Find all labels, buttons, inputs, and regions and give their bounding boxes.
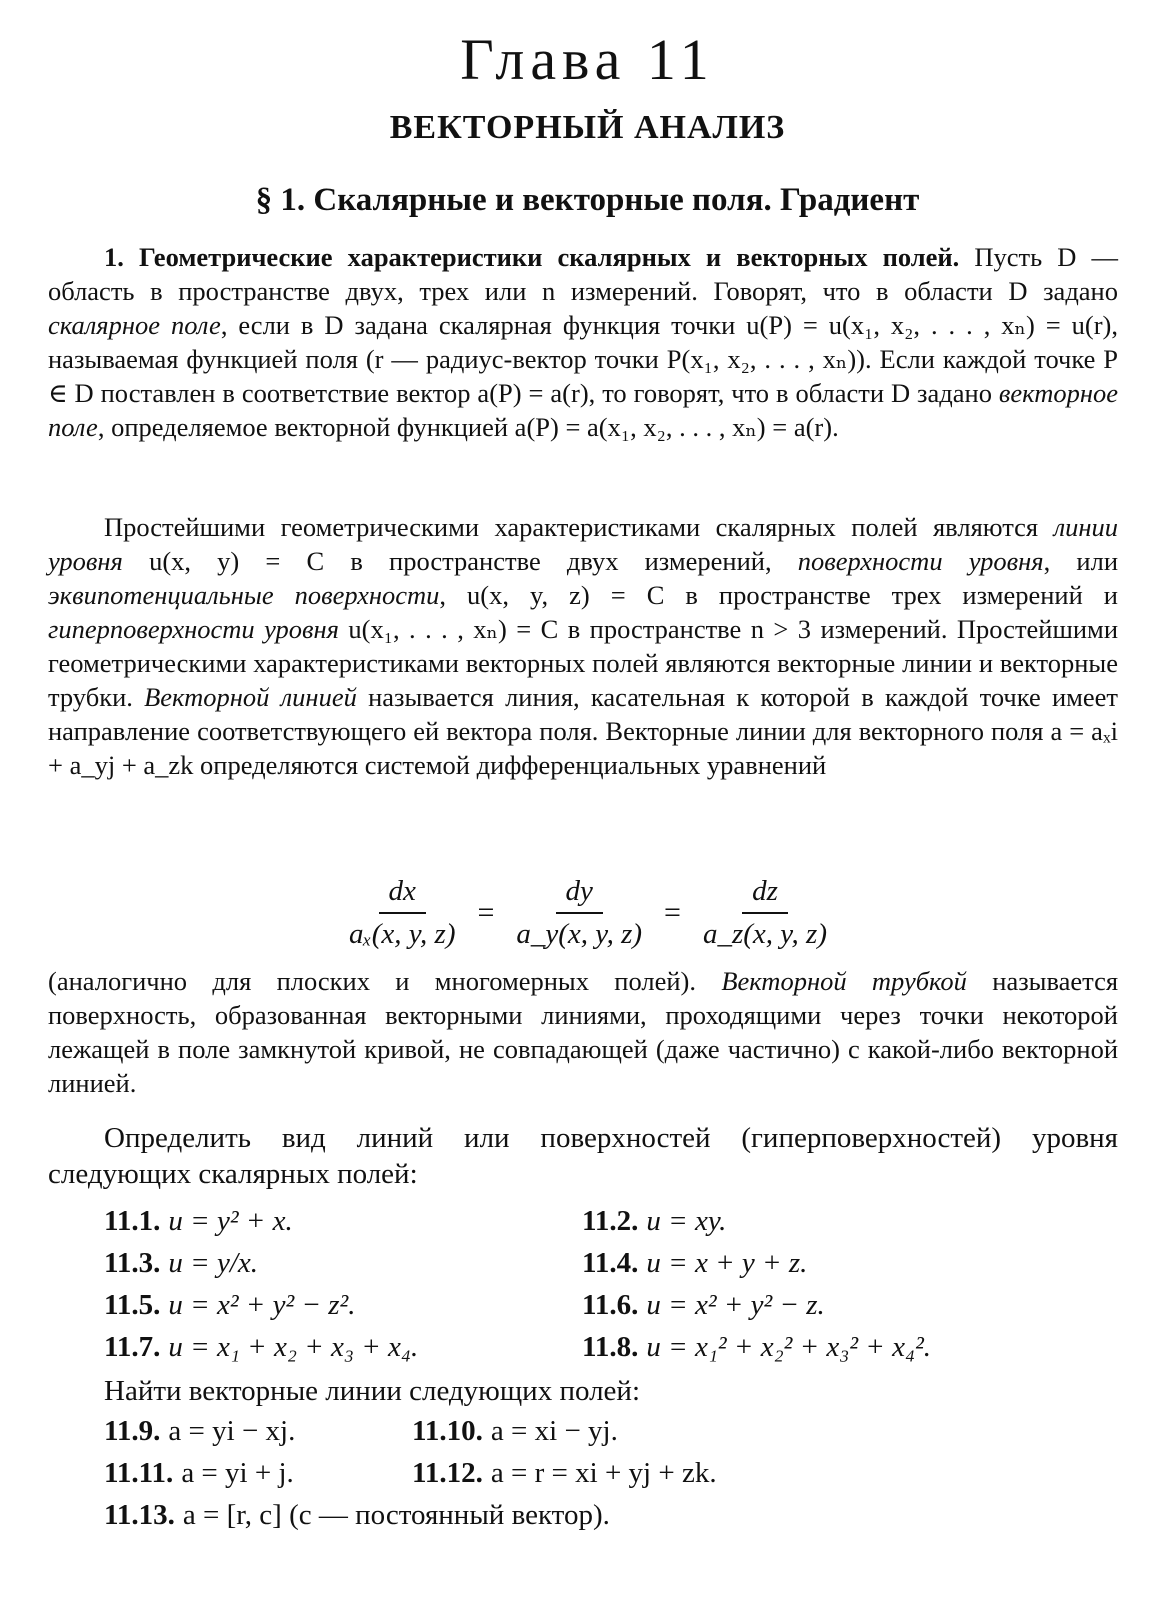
second-text-1: Простейшими геометрическими характеристиками скалярных полей являются [104,512,1039,542]
problem-item [104,1410,295,1452]
problem-expression: u = x₁ + x₂ + x₃ + x₄. [168,1331,419,1363]
numerator-dx: dx [379,875,426,914]
scalar-field-term: скалярное поле [48,310,221,340]
third-text-2: называется поверхность, образованная векторными линиями, проходящими через точки некоторой лежащей в поле замкнутой кривой, не совпадающей (даже частично) с какой-либо векторной линией. [48,966,1119,1098]
second-text-3: , или [1043,546,1119,576]
problem-item [104,1200,293,1242]
problem-expression: u = y/x. [168,1247,259,1279]
task-1-text: Определить вид линий или поверхностей (гиперповерхностей) уровня следующих скалярных полей: [48,1122,1118,1190]
problem-item [104,1452,294,1494]
problem-number: 11.6. [582,1289,639,1321]
problem-item [582,1242,807,1284]
vector-line-term: Векторной линией [144,682,357,712]
problem-number: 11.9. [104,1415,161,1447]
level-surfaces-term: поверхности уровня [797,546,1044,576]
problem-expression: a = xi − yj. [490,1415,618,1447]
problem-item [582,1326,931,1368]
equals-sign: = [664,896,681,929]
intro-text-3: , определяемое векторной функцией a(P) = a(x₁, x₂, . . . , xₙ) = a(r). [97,412,839,442]
second-text-4: , u(x, y, z) = C в пространстве трех измерений и [439,580,1118,610]
problem-item [104,1494,610,1536]
fraction-dy [506,875,652,951]
problem-number: 11.13. [104,1499,175,1531]
equals-sign: = [477,896,495,929]
level-lines-paragraph [48,510,1118,782]
chapter-title: Глава 11 [460,27,715,92]
intro-body [48,240,1118,444]
second-text-2: u(x, y) = C в пространстве двух измерений, [149,546,772,576]
second-text-6: называется линия, касательная к которой в каждой точке имеет направление соответствующего ей вектора поля. Векторные линии для векторного поля a = aₓi + a_yj + a_zk определяются системой дифференциальных уравнений [48,682,1119,780]
problem-item [104,1284,355,1326]
intro-heading: 1. Геометрические характеристики скалярных и векторных полей. [104,242,960,272]
task-1-paragraph [48,1120,1118,1192]
problem-expression: u = x² + y² − z². [168,1289,356,1321]
problem-expression: u = x₁² + x₂² + x₃² + x₄². [646,1331,932,1363]
problem-item [582,1200,726,1242]
hypersurface-term: гиперповерхности уровня [48,614,339,644]
vector-field-term: векторное поле [48,378,1118,442]
problem-expression: a = r = xi + yj + zk. [490,1457,717,1489]
problem-item [104,1242,258,1284]
equipotential-term: эквипотенциальные поверхности [48,580,440,610]
problem-expression: a = yi + j. [181,1457,294,1489]
intro-text-1: Пусть D — область в пространстве двух, трех или n измерений. Говорят, что в области D задано [48,242,1119,306]
differential-equation-system [298,868,878,958]
problem-number: 11.8. [582,1331,639,1363]
problem-item [412,1452,717,1494]
problem-expression: u = xy. [646,1205,727,1237]
numerator-dy: dy [556,875,603,914]
problem-number: 11.2. [582,1205,639,1237]
problem-expression: u = y² + x. [168,1205,293,1237]
problem-expression: a = [r, c] (c — постоянный вектор). [182,1499,610,1531]
vector-tube-term: Векторной трубкой [721,966,967,996]
problem-number: 11.7. [104,1331,161,1363]
denominator-ay: a_y(x, y, z) [516,918,643,950]
problem-number: 11.12. [412,1457,483,1489]
fraction-dx [339,875,465,951]
problem-number: 11.3. [104,1247,161,1279]
problem-number: 11.1. [104,1205,161,1237]
second-text-5: u(x₁, . . . , xₙ) = C в пространстве n > 3 измерений. Простейшими геометрическими характеристиками векторных полей являются векторные линии и векторные трубки. [48,614,1119,712]
problem-item [412,1410,618,1452]
problem-expression: u = x² + y² − z. [646,1289,825,1321]
intro-text-2: , если в D задана скалярная функция точки u(P) = u(x₁, x₂, . . . , xₙ) = u(r), называемая функцией поля (r — радиус-вектор точки P(x₁, x₂, . . . , xₙ)). Если каждой точке P ∈ D поставлен в соответствие вектор a(P) = a(r), то говорят, что в области D задано [48,310,1119,408]
problem-number: 11.4. [582,1247,639,1279]
level-lines-body [48,510,1118,782]
vector-tube-paragraph [48,964,1118,1100]
numerator-dz: dz [742,875,788,914]
problem-expression: u = x + y + z. [646,1247,808,1279]
intro-paragraph [48,240,1118,444]
section-title: § 1. Скалярные и векторные поля. Градиент [255,182,920,218]
denominator-az: a_z(x, y, z) [702,918,827,950]
problem-number: 11.11. [104,1457,174,1489]
denominator-ax: aₓ(x, y, z) [349,918,456,950]
fraction-dz [693,875,837,951]
third-text-1: (аналогично для плоских и многомерных полей). [48,966,696,996]
chapter-subtitle: ВЕКТОРНЫЙ АНАЛИЗ [389,109,786,146]
problem-number: 11.10. [412,1415,483,1447]
level-lines-term: линии уровня [48,512,1119,576]
problem-expression: a = yi − xj. [168,1415,296,1447]
problem-item [582,1284,825,1326]
problem-item [104,1326,418,1368]
task-2-text: Найти векторные линии следующих полей: [104,1375,641,1407]
problem-number: 11.5. [104,1289,161,1321]
